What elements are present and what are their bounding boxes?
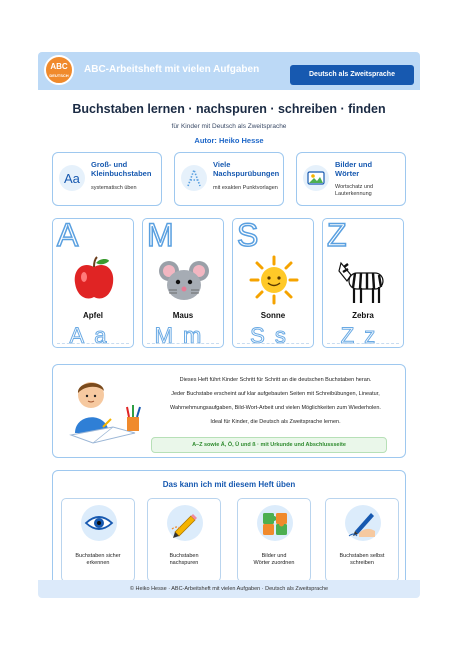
feature-desc: mit exakten Punktvorlagen: [213, 185, 278, 191]
feature-desc: Wortschatz und Lauterkennung: [335, 184, 374, 197]
baseline: [237, 343, 309, 344]
skill-label: Bilder und Wörter zuordnen: [253, 553, 295, 566]
child-writing-illustration: [63, 373, 147, 456]
picture-word: Sonne: [260, 311, 286, 320]
feature-title: Viele Nachspurübungen: [213, 160, 280, 178]
apple-icon: [71, 255, 117, 308]
baseline: [147, 343, 219, 344]
header-bar: [38, 52, 420, 90]
feature-title: Groß- und Kleinbuchstaben: [91, 160, 152, 178]
header-title: ABC-Arbeitsheft mit vielen Aufgaben: [84, 64, 260, 75]
baseline: [327, 343, 399, 344]
skills-title: Das kann ich mit diesem Heft üben: [162, 480, 296, 489]
svg-text:Aa: Aa: [64, 171, 80, 186]
big-letter: A: [57, 217, 79, 253]
trace-letters: Zz: [340, 323, 386, 348]
skill-label: Buchstaben sicher erkennen: [75, 553, 121, 566]
skill-card-trace: [147, 498, 221, 582]
content-highlight-pill: A–Z sowie Ä, Ö, Ü und ß · mit Urkunde und Abschlussseite: [151, 437, 387, 453]
trace-letters: Mm: [154, 323, 212, 348]
abc-logo: [44, 55, 74, 85]
letter-card-m: [142, 218, 224, 348]
eye-icon: [81, 505, 117, 541]
skills-box: [52, 470, 406, 590]
skill-card-write: [325, 498, 399, 582]
picture-icon: [303, 165, 329, 191]
letter-card-a: [52, 218, 134, 348]
baseline: [57, 343, 129, 344]
footer: © Heiko Hesse · ABC-Arbeitsheft mit vielen Aufgaben · Deutsch als Zweitsprache: [38, 580, 420, 598]
picture-word: Apfel: [83, 311, 103, 320]
letter-card-z: [322, 218, 404, 348]
author-line: Autor: Heiko Hesse: [194, 136, 264, 145]
zebra-icon: [335, 257, 393, 310]
feature-box-letters: [52, 152, 162, 206]
skill-card-recognize: [61, 498, 135, 582]
picture-word: Zebra: [352, 311, 374, 320]
pencil-trace-icon: [167, 505, 203, 541]
page-subtitle: für Kinder mit Deutsch als Zweitsprache: [171, 123, 287, 130]
logo-subtext: DEUTSCH: [49, 73, 69, 78]
language-badge: Deutsch als Zweitsprache: [290, 65, 414, 85]
skill-card-match: [237, 498, 311, 582]
puzzle-icon: [257, 505, 293, 541]
big-letter: M: [147, 217, 174, 253]
big-letter: S: [237, 217, 259, 253]
mouse-icon: [157, 259, 211, 308]
trace-letters: Aa: [69, 323, 117, 348]
picture-word: Maus: [172, 311, 194, 320]
big-letter: Z: [327, 217, 347, 253]
intro-box: [52, 364, 406, 458]
feature-desc: systematisch üben: [91, 185, 137, 191]
letter-card-s: [232, 218, 314, 348]
skill-label: Buchstaben nachspuren: [169, 553, 199, 566]
intro-line-1: Dieses Heft führt Kinder Schritt für Schritt an die deutschen Buchstaben heran.: [179, 377, 372, 383]
trace-a-icon: [181, 165, 207, 191]
writing-hand-icon: [345, 505, 381, 541]
trace-letters: Ss: [250, 323, 296, 348]
skill-label: Buchstaben selbst schreiben: [339, 553, 385, 566]
logo-text: ABC: [50, 62, 68, 71]
sun-icon: [249, 255, 299, 310]
intro-line-4: Ideal für Kinder, die Deutsch als Zweitsprache lernen.: [210, 419, 341, 425]
feature-box-pictures: [296, 152, 406, 206]
feature-title: Bilder und Wörter: [335, 160, 373, 178]
intro-line-2: Jeder Buchstabe erscheint auf klar aufgebauten Seiten mit Schreibübungen, Lineatur,: [171, 391, 380, 397]
page-title: Buchstaben lernen · nachspuren · schreiben · finden: [72, 102, 386, 116]
aa-icon: [59, 165, 85, 191]
worksheet-page: [38, 52, 420, 598]
feature-box-tracing: [174, 152, 284, 206]
intro-line-3: Wahrnehmungsaufgaben, Bild-Wort-Arbeit und vielen Möglichkeiten zum Wiederholen.: [170, 405, 381, 411]
